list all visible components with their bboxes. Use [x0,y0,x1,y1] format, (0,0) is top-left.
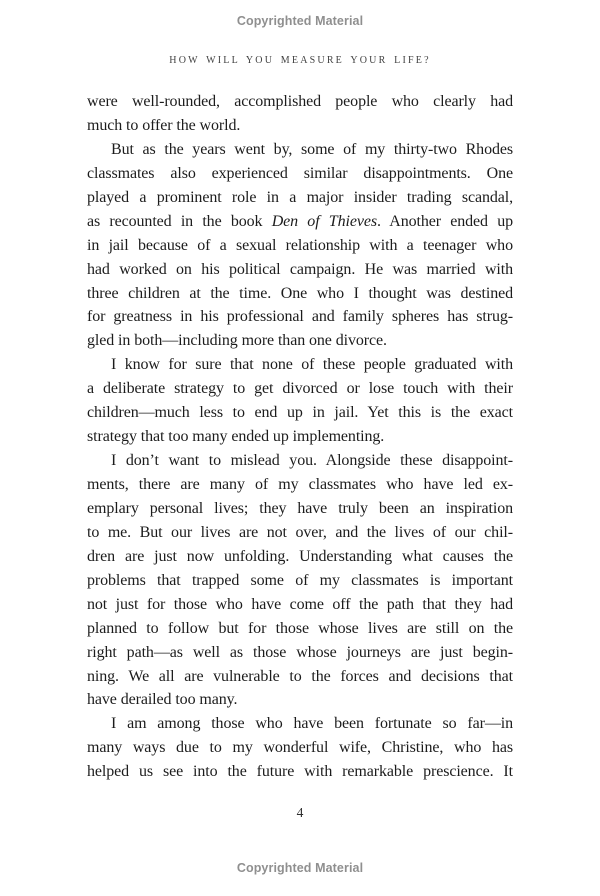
paragraph [87,138,513,353]
text-line: children—much less to end up in jail. Yet this is the exact [87,404,513,422]
text-line: three children at the time. One who I thought was destined [87,284,513,302]
paragraph [87,449,513,712]
text-line: ments, there are many of my classmates who have led ex- [87,476,513,493]
text-line: helped us see into the future with remarkable prescience. It [87,763,513,781]
page-number: 4 [296,805,304,820]
copyright-notice-top: Copyrighted Material [236,14,364,28]
text-line: in jail because of a sexual relationship with a teenager who [87,236,513,254]
running-head: HOW WILL YOU MEASURE YOUR LIFE? [169,55,431,66]
text-line: I am among those who have been fortunate so far—in [111,715,513,733]
paragraph [87,90,513,138]
text-line: problems that trapped some of my classmates is important [87,571,513,589]
text-line: many ways due to my wonderful wife, Christine, who has [87,739,513,757]
text-line: planned to follow but for those whose lives are still on the [87,619,513,637]
text-line: had worked on his political campaign. He was married with [87,260,513,278]
paragraph [87,353,513,449]
text-line: not just for those who have come off the path that they had [87,595,513,613]
text-line: strategy that too many ended up implementing. [87,428,385,446]
text-line: gled in both—including more than one divorce. [87,332,387,350]
body-text [87,90,513,784]
text-line: as recounted in the book Den of Thieves. Another ended up [87,212,514,230]
text-line: have derailed too many. [87,691,238,709]
paragraph [87,712,513,784]
text-line: classmates also experienced similar disappointments. One [87,164,513,182]
copyright-notice-bottom: Copyrighted Material [236,861,364,875]
text-line: played a prominent role in a major insider trading scandal, [87,188,513,206]
text-line: a deliberate strategy to get divorced or lose touch with their [87,380,513,398]
text-line: were well-rounded, accomplished people who clearly had [87,93,513,110]
text-line: right path—as well as those whose journeys are just begin- [87,643,513,661]
text-line: I don’t want to mislead you. Alongside these disappoint- [111,452,513,470]
text-line: to me. But our lives are not over, and the lives of our chil- [87,523,513,541]
text-line: ning. We all are vulnerable to the forces and decisions that [87,667,513,685]
text-line: emplary personal lives; they have truly been an inspiration [87,499,513,517]
text-line: I know for sure that none of these people graduated with [111,356,513,374]
text-line: for greatness in his professional and family spheres has strug- [87,308,513,326]
text-line: much to offer the world. [87,116,241,134]
text-line: dren are just now unfolding. Understanding what causes the [87,547,513,565]
text-line: But as the years went by, some of my thirty-two Rhodes [111,140,513,158]
